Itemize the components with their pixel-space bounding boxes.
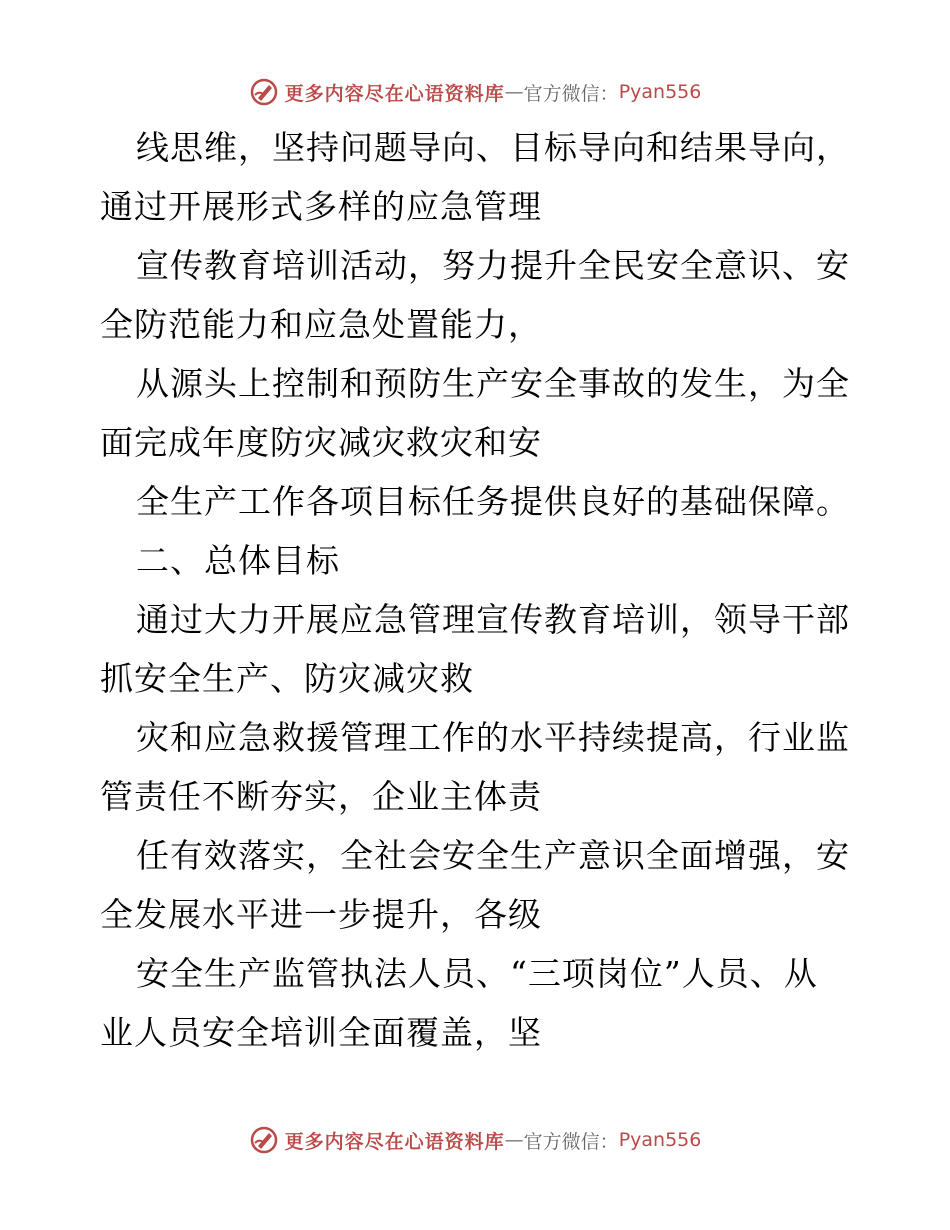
- watermark-title: 更多内容尽在心语资料库: [284, 82, 505, 105]
- watermark-wechat-label: 官方微信：: [523, 82, 619, 105]
- watermark-title: 更多内容尽在心语资料库: [284, 1130, 505, 1153]
- document-body: [100, 118, 860, 1062]
- text-line: 安全生产监管执法人员、“三项岗位”人员、从: [136, 954, 818, 993]
- watermark-wechat-label: 官方微信：: [523, 1130, 619, 1153]
- text-line: 全发展水平进一步提升，各级: [100, 895, 542, 934]
- text-line: 管责任不断夯实，企业主体责: [100, 777, 542, 816]
- text-line: 全防范能力和应急处置能力，: [100, 305, 542, 344]
- text-line: 抓安全生产、防灾减灾救: [100, 659, 474, 698]
- watermark-dash: —: [504, 1129, 524, 1151]
- text-line: 通过开展形式多样的应急管理: [100, 187, 542, 226]
- text-line: 宣传教育培训活动，努力提升全民安全意识、安: [136, 246, 850, 285]
- watermark-dash: —: [504, 81, 524, 103]
- text-line: 全生产工作各项目标任务提供良好的基础保障。: [136, 482, 850, 521]
- text-line: 灾和应急救援管理工作的水平持续提高，行业监: [136, 718, 850, 757]
- text-line: 从源头上控制和预防生产安全事故的发生，为全: [136, 364, 850, 403]
- watermark-wechat-id: Pyan556: [618, 1129, 702, 1151]
- text-line: 业人员安全培训全面覆盖，坚: [100, 1013, 542, 1052]
- hand-writing-logo-icon: [249, 1125, 279, 1155]
- section-heading: 二、总体目标: [136, 541, 340, 580]
- watermark-wechat-id: Pyan556: [618, 81, 702, 103]
- hand-writing-logo-icon: [249, 77, 279, 107]
- header-watermark: [0, 72, 950, 112]
- text-line: 线思维，坚持问题导向、目标导向和结果导向，: [136, 128, 850, 167]
- text-line: 面完成年度防灾减灾救灾和安: [100, 423, 542, 462]
- footer-watermark: [0, 1120, 950, 1160]
- text-line: 任有效落实，全社会安全生产意识全面增强，安: [136, 836, 850, 875]
- text-line: 通过大力开展应急管理宣传教育培训，领导干部: [136, 600, 850, 639]
